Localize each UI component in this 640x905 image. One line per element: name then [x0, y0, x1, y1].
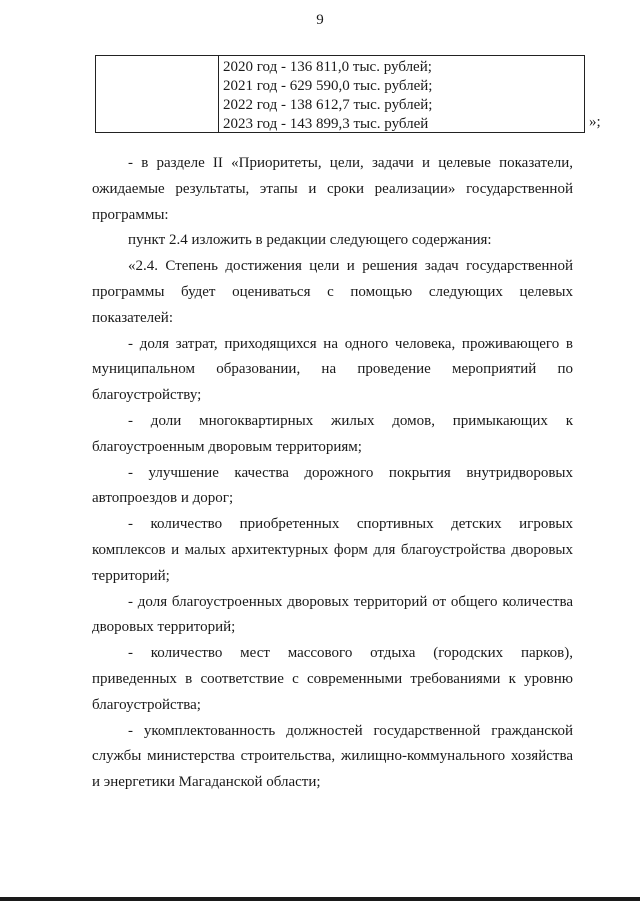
indicator-staffing: - укомплектованность должностей государственной гражданской службы министерства строительства, жилищно-коммунального хозяйства и энергетики Магаданской области; — [92, 722, 573, 791]
indicator-improved-yards-share: - доля благоустроенных дворовых территорий от общего количества дворовых территорий; — [92, 593, 573, 636]
bottom-rule — [0, 897, 640, 901]
funding-table-empty-cell — [96, 56, 219, 132]
indicator-apartment-buildings: - доли многоквартирных жилых домов, примыкающих к благоустроенным дворовым территориям; — [92, 412, 573, 455]
page-number: 9 — [316, 12, 324, 28]
indicator-road-quality: - улучшение качества дорожного покрытия внутридворовых автопроездов и дорог; — [92, 464, 573, 507]
indicator-playground-complexes: - количество приобретенных спортивных детских игровых комплексов и малых архитектурных форм для благоустройства дворовых территорий; — [92, 516, 573, 584]
funding-row-2023: 2023 год - 143 899,3 тыс. рублей — [223, 116, 429, 132]
paragraph-section-ii: - в разделе II «Приоритеты, цели, задачи и целевые показатели, ожидаемые результаты, этапы и сроки реализации» государственной программы: — [92, 155, 573, 223]
funding-row-2021: 2021 год - 629 590,0 тыс. рублей; — [223, 78, 433, 94]
funding-table — [95, 55, 585, 133]
paragraph-item-2-4-intro: пункт 2.4 изложить в редакции следующего содержания: — [128, 232, 492, 249]
closing-quote: »; — [589, 114, 601, 130]
funding-row-2022: 2022 год - 138 612,7 тыс. рублей; — [223, 97, 433, 113]
paragraph-2-4-text: «2.4. Степень достижения цели и решения задач государственной программы будет оцениваться с помощью следующих целевых показателей: — [92, 258, 573, 326]
funding-table-values-cell — [219, 56, 584, 132]
indicator-cost-per-person: - доля затрат, приходящихся на одного человека, проживающего в муниципальном образовании, на проведение мероприятий по благоустройству; — [92, 335, 573, 404]
funding-row-2020: 2020 год - 136 811,0 тыс. рублей; — [223, 59, 432, 75]
indicator-recreation-places: - количество мест массового отдыха (городских парков), приведенных в соответствие с современными требованиями к уровню благоустройства; — [92, 645, 573, 713]
document-body — [92, 151, 573, 796]
